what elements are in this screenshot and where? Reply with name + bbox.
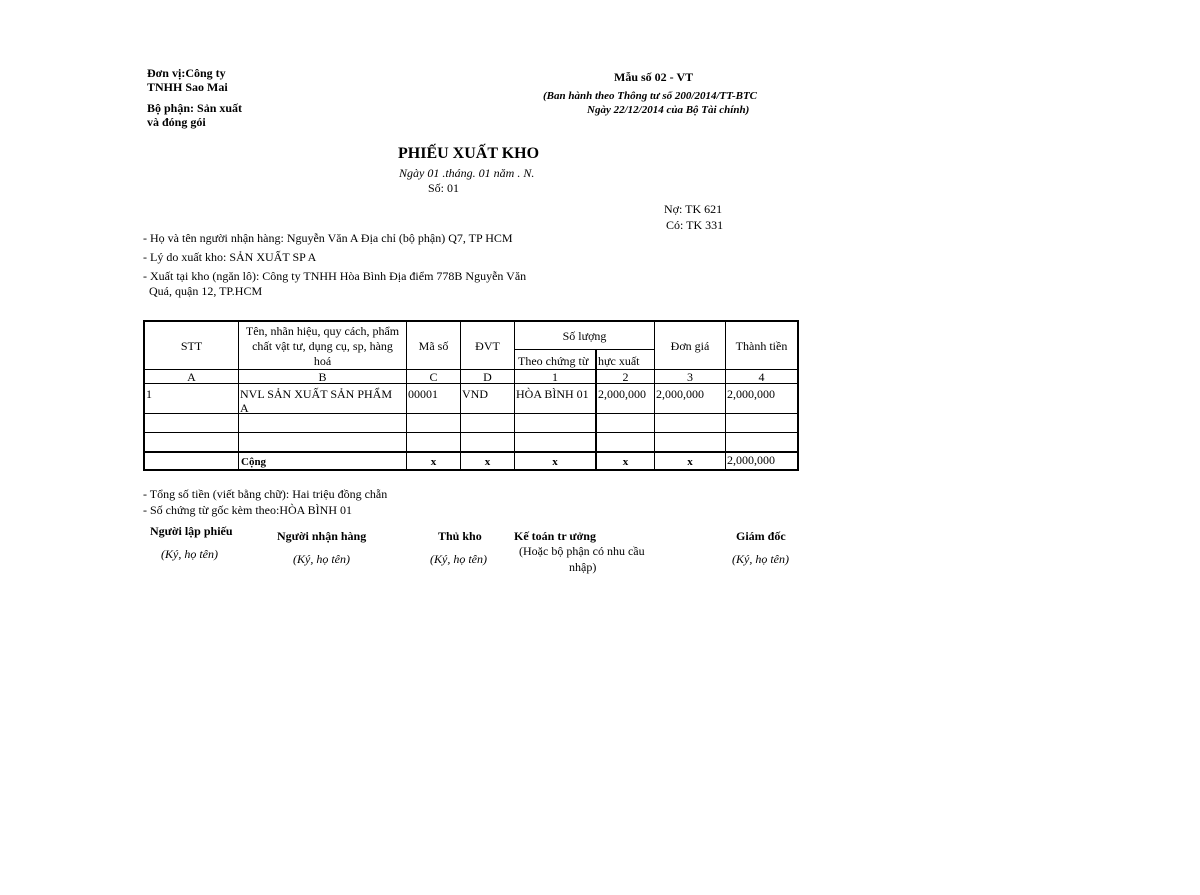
issued-note-line2: Ngày 22/12/2014 của Bộ Tài chính): [587, 104, 750, 116]
department-line2: và đóng gói: [147, 115, 206, 129]
row-amount: 2,000,000: [727, 387, 775, 401]
sig-accountant-note-line1: (Hoặc bộ phận có nhu cầu: [519, 544, 645, 558]
col-label-d: D: [483, 370, 492, 384]
header-qty-actual: hực xuất: [598, 354, 640, 368]
header-stt: STT: [180, 339, 203, 353]
total-label: Cộng: [241, 456, 267, 468]
department-line1: Bộ phận: Sản xuất: [147, 101, 243, 115]
sig-preparer-title: Người lập phiếu: [150, 524, 233, 538]
row-name-line2: A: [240, 401, 249, 415]
row-unit: VND: [462, 387, 488, 401]
total-qty-doc: x: [552, 456, 558, 468]
row-code: 00001: [408, 387, 438, 401]
sig-director-title: Giám đốc: [736, 529, 786, 543]
sig-receiver-note: (Ký, họ tên): [293, 552, 350, 566]
page-title: PHIẾU XUẤT KHO: [398, 145, 540, 162]
sig-accountant-title: Kế toán tr ưởng: [514, 529, 596, 543]
unit-name-line1: Đơn vị:Công ty: [147, 66, 226, 80]
warehouse-info-line1: - Xuất tại kho (ngăn lô): Công ty TNHH Hòa Bình Địa điểm 778B Nguyễn Văn: [143, 269, 527, 283]
header-name-line3: hoá: [313, 354, 332, 368]
col-label-4: 4: [758, 370, 765, 384]
sig-receiver-title: Người nhận hàng: [277, 529, 367, 543]
header-quantity: Số lượng: [562, 329, 607, 343]
row-name-line1: NVL SẢN XUẤT SẢN PHẨM: [240, 387, 393, 401]
items-table: [143, 320, 799, 471]
total-in-words: - Tổng số tiền (viết bằng chữ): Hai triệu đồng chẵn: [143, 487, 388, 501]
sig-storekeeper-note: (Ký, họ tên): [430, 552, 487, 566]
sig-storekeeper-title: Thủ kho: [438, 529, 482, 543]
col-label-3: 3: [687, 370, 693, 384]
receiver-info: - Họ và tên người nhận hàng: Nguyễn Văn A Địa chỉ (bộ phận) Q7, TP HCM: [143, 231, 513, 245]
header-price: Đơn giá: [670, 339, 710, 353]
unit-name-line2: TNHH Sao Mai: [147, 80, 228, 94]
sig-accountant-note-line2: nhập): [569, 560, 597, 574]
row-price: 2,000,000: [656, 387, 704, 401]
total-amount: 2,000,000: [727, 453, 775, 467]
credit-account: Có: TK 331: [666, 218, 724, 232]
header-unit: ĐVT: [475, 339, 500, 353]
header-name-line1: Tên, nhãn hiệu, quy cách, phẩm: [245, 324, 400, 338]
document-number: Số: 01: [428, 181, 460, 195]
header-code: Mã số: [418, 339, 449, 353]
total-price: x: [687, 456, 693, 468]
issued-note-line1: (Ban hành theo Thông tư số 200/2014/TT-BTC: [543, 90, 758, 102]
col-label-1: 1: [552, 370, 558, 384]
row-qty-actual: 2,000,000: [598, 387, 646, 401]
export-reason: - Lý do xuất kho: SẢN XUẤT SP A: [143, 250, 317, 264]
warehouse-info-line2: Quá, quận 12, TP.HCM: [149, 284, 263, 298]
debit-account: Nợ: TK 621: [664, 202, 723, 216]
form-number: Mẫu số 02 - VT: [614, 70, 694, 84]
col-label-b: B: [318, 370, 327, 384]
total-unit: x: [484, 456, 491, 468]
sig-director-note: (Ký, họ tên): [732, 552, 789, 566]
sig-preparer-note: (Ký, họ tên): [161, 547, 218, 561]
total-code: x: [430, 456, 437, 468]
attached-documents: - Số chứng từ gốc kèm theo:HÒA BÌNH 01: [143, 503, 352, 517]
row-stt: 1: [146, 387, 152, 401]
header-name-line2: chất vật tư, dụng cụ, sp, hàng: [252, 339, 393, 353]
header-amount: Thành tiền: [735, 339, 788, 353]
col-label-a: A: [187, 370, 196, 384]
header-qty-doc: Theo chứng từ: [518, 354, 589, 368]
total-qty-actual: x: [622, 456, 629, 468]
col-label-2: 2: [622, 370, 629, 384]
col-label-c: C: [429, 370, 438, 384]
document-date: Ngày 01 .tháng. 01 năm . N.: [399, 166, 535, 180]
row-qty-doc: HÒA BÌNH 01: [516, 387, 589, 401]
